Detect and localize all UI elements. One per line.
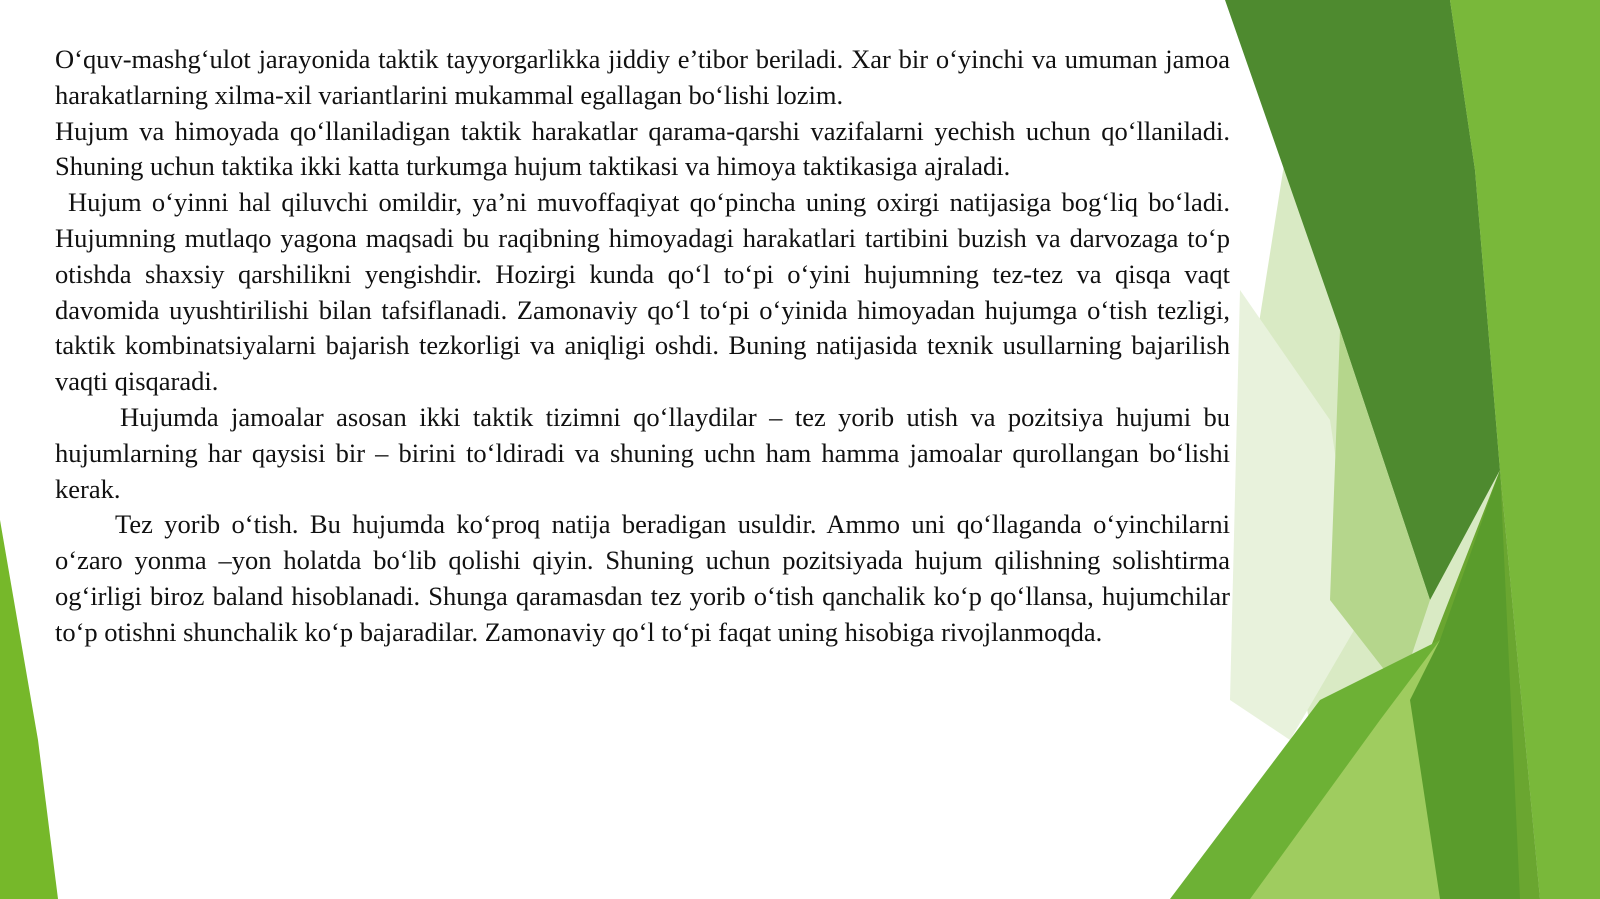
paragraph: Hujumda jamoalar asosan ikki taktik tizimni qo‘llaydilar – tez yorib utish va pozitsiya hujumi bu hujumlarning har qaysisi bir – birini to‘ldiradi va shuning uchn ham hamma jamoalar qurollangan bo‘lishi kerak. (55, 401, 1230, 504)
paragraph: Hujum o‘yinni hal qiluvchi omildir, ya’ni muvoffaqiyat qo‘pincha uning oxirgi natijasiga bog‘liq bo‘ladi. Hujumning mutlaqo yagona maqsadi bu raqibning himoyadagi harakatlari tartibini buzish va darvozaga to‘p otishda shaxsiy qarshilikni yengishdir. Hozirgi kunda qo‘l to‘pi o‘yini hujumning tez-tez va qisqa vaqt davomida uyushtirilishi bilan tafsiflanadi. Zamonaviy qo‘l to‘pi o‘yinida himoyadan hujumga o‘tish tezligi, taktik kombinatsiyalarni bajarish tezkorligi va aniqligi oshdi. Buning natijasida texnik usullarning bajarilish vaqti qisqaradi. (55, 187, 1230, 397)
paragraph: Hujum va himoyada qo‘llaniladigan taktik harakatlar qarama-qarshi vazifalarni yechish uchun qo‘llaniladi. Shuning uchun taktika ikki katta turkumga hujum taktikasi va himoya taktikasiga ajraladi. (55, 115, 1230, 182)
left-green-shape (0, 520, 58, 899)
paragraph: Tez yorib o‘tish. Bu hujumda ko‘proq natija beradigan usuldir. Ammo uni qo‘llaganda o‘yinchilarni o‘zaro yonma –yon holatda bo‘lib qolishi qiyin. Shuning uchun pozitsiyada hujum qilishning solishtirma og‘irligi biroz baland hisoblanadi. Shunga qaramasdan tez yorib o‘tish qanchalik ko‘p qo‘llansa, hujumchilar to‘p otishni shunchalik ko‘p bajaradilar. Zamonaviy qo‘l to‘pi faqat uning hisobiga rivojlanmoqda. (55, 509, 1230, 647)
document-body (55, 42, 1230, 651)
paragraph: O‘quv-mashg‘ulot jarayonida taktik tayyorgarlikka jiddiy e’tibor beriladi. Xar bir o‘yinchi va umuman jamoa harakatlarning xilma-xil variantlarini mukammal egallagan bo‘lishi lozim. (55, 44, 1230, 110)
